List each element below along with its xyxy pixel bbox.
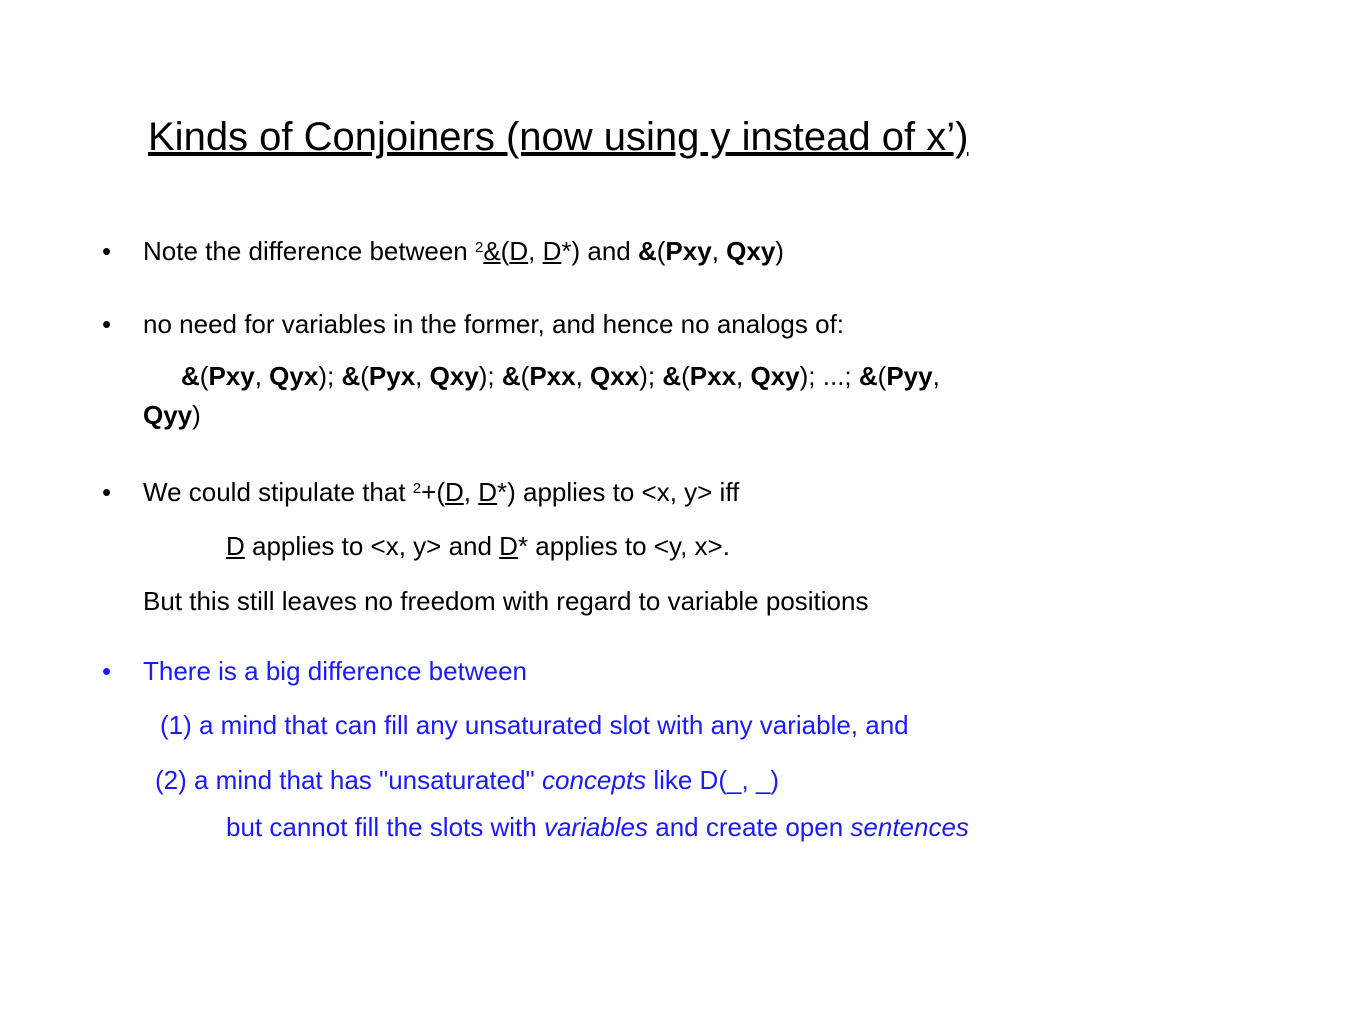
- analog-formulas-line: &(Pxy, Qyx); &(Pyx, Qxy); &(Pxx, Qxx); &(Pxx, Qxy); ...; &(Pyy,: [181, 361, 940, 391]
- bullet-1-text: Note the difference between $^2$&(D, D*) and &(Pxy, Qxy): [143, 236, 784, 266]
- superscript: 2: [474, 239, 484, 256]
- bullet-3-text: We could stipulate that $^2$+(D, D*) applies to <x, y> iff: [143, 477, 740, 507]
- bullet-2-text: no need for variables in the former, and hence no analogs of:: [143, 309, 845, 339]
- stipulation-remark: But this still leaves no freedom with regard to variable positions: [143, 586, 869, 616]
- slide-title: Kinds of Conjoiners (now using y instead of x’): [148, 115, 969, 159]
- bullet-3-marker: •: [102, 477, 112, 507]
- contrast-item-2: (2) a mind that has "unsaturated" concepts like D(_, _): [155, 765, 780, 795]
- stipulation-condition: D applies to <x, y> and D* applies to <y, x>.: [226, 531, 730, 561]
- analog-formulas-wrap: Qyy): [143, 400, 201, 430]
- bullet-2-marker: •: [102, 309, 112, 339]
- contrast-item-2-cont: but cannot fill the slots with variables and create open sentences: [226, 812, 969, 842]
- superscript: 2: [412, 480, 422, 497]
- bullet-1-marker: •: [102, 236, 112, 266]
- bullet-4-marker: •: [102, 656, 112, 686]
- bullet-4-text: There is a big difference between: [143, 656, 527, 686]
- contrast-item-1: (1) a mind that can fill any unsaturated slot with any variable, and: [160, 710, 909, 740]
